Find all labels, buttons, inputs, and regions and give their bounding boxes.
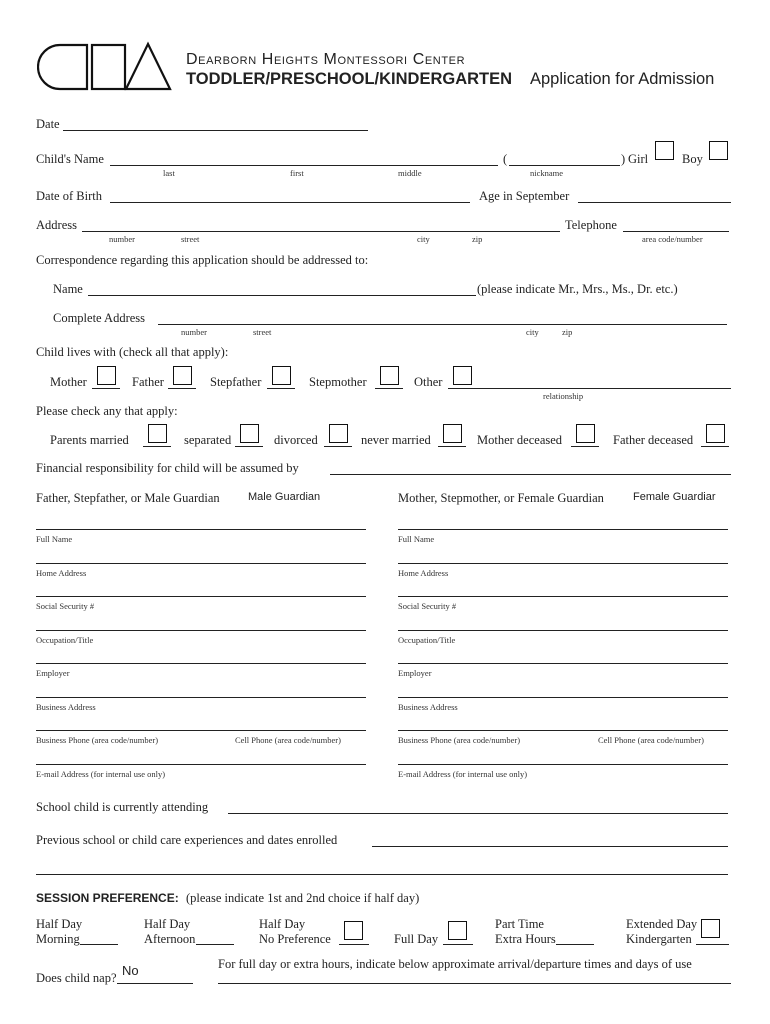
corr-sub-number: number (181, 327, 207, 337)
male-email-field[interactable] (36, 764, 366, 765)
female-guardian-value[interactable]: Female Guardiar (633, 491, 716, 503)
afternoon-field[interactable] (196, 944, 234, 945)
telephone-label: Telephone (565, 218, 617, 232)
date-field[interactable] (63, 130, 368, 131)
extended-day-checkbox[interactable] (701, 919, 720, 938)
male-business-address-field[interactable] (36, 697, 366, 698)
age-field[interactable] (578, 202, 731, 203)
female-business-address-field[interactable] (398, 697, 728, 698)
sub-nickname: nickname (530, 168, 564, 178)
female-email-field[interactable] (398, 764, 728, 765)
female-occupation-field[interactable] (398, 630, 728, 631)
extra-hours-field[interactable] (556, 944, 594, 945)
male-ssn-field[interactable] (36, 596, 366, 597)
male-business-address-label: Business Address (36, 702, 96, 712)
male-ssn-label: Social Security # (36, 601, 95, 611)
corr-sub-zip: zip (562, 327, 573, 337)
stepfather-label: Stepfather (210, 375, 262, 389)
female-full-name-label: Full Name (398, 534, 435, 544)
afternoon-label: Afternoon (144, 932, 196, 946)
sub-last: last (163, 168, 175, 178)
never-married-checkbox[interactable] (443, 424, 462, 443)
form-title: Application for Admission (530, 70, 715, 88)
sub-first: first (290, 168, 304, 178)
corr-name-label: Name (53, 282, 83, 296)
no-preference-label: No Preference (259, 932, 331, 946)
female-guardian-heading: Mother, Stepmother, or Female Guardian (398, 491, 604, 505)
school-name: Dearborn Heights Montessori Center (186, 51, 466, 68)
male-occupation-label: Occupation/Title (36, 635, 94, 645)
corr-name-field[interactable] (88, 295, 476, 296)
school-logo (37, 40, 172, 93)
separated-checkbox[interactable] (240, 424, 259, 443)
address-label: Address (36, 218, 77, 232)
female-phone-field[interactable] (398, 730, 728, 731)
male-phone-field[interactable] (36, 730, 366, 731)
father-checkbox[interactable] (173, 366, 192, 385)
arrival-departure-field[interactable] (218, 983, 731, 984)
female-cell-phone-label: Cell Phone (area code/number) (598, 735, 704, 745)
stepmother-checkbox[interactable] (380, 366, 399, 385)
full-day-label: Full Day (394, 932, 439, 946)
male-guardian-heading: Father, Stepfather, or Male Guardian (36, 491, 220, 505)
boy-checkbox[interactable] (709, 141, 728, 160)
morning-label: Morning (36, 932, 80, 946)
female-ssn-field[interactable] (398, 596, 728, 597)
morning-field[interactable] (80, 944, 118, 945)
part-time-label: Part Time (495, 917, 544, 931)
mother-checkbox[interactable] (97, 366, 116, 385)
nickname-field[interactable] (509, 165, 620, 166)
child-name-label: Child's Name (36, 152, 104, 166)
divorced-checkbox[interactable] (329, 424, 348, 443)
other-checkbox[interactable] (453, 366, 472, 385)
corr-sub-street: street (253, 327, 272, 337)
corr-sub-city: city (526, 327, 539, 337)
never-married-label: never married (361, 433, 431, 447)
female-full-name-field[interactable] (398, 529, 728, 530)
female-business-address-label: Business Address (398, 702, 458, 712)
female-home-address-field[interactable] (398, 563, 728, 564)
separated-label: separated (184, 433, 232, 447)
previous-school-label: Previous school or child care experiences and dates enrolled (36, 833, 338, 847)
stepfather-checkbox[interactable] (272, 366, 291, 385)
male-employer-label: Employer (36, 668, 70, 678)
father-deceased-checkbox[interactable] (706, 424, 725, 443)
session-hint: (please indicate 1st and 2nd choice if half day) (186, 891, 420, 905)
previous-school-field-2[interactable] (36, 874, 728, 875)
dob-field[interactable] (110, 202, 470, 203)
male-home-address-field[interactable] (36, 563, 366, 564)
full-day-note: For full day or extra hours, indicate below approximate arrival/departure times and days of use (218, 957, 692, 971)
dob-label: Date of Birth (36, 189, 102, 203)
corr-address-label: Complete Address (53, 311, 146, 325)
lives-with-label: Child lives with (check all that apply): (36, 345, 229, 359)
male-cell-phone-label: Cell Phone (area code/number) (235, 735, 341, 745)
financial-label: Financial responsibility for child will be assumed by (36, 461, 299, 475)
sub-city: city (417, 234, 430, 244)
extra-hours-label: Extra Hours (495, 932, 556, 946)
nap-value[interactable]: No (122, 963, 139, 978)
extended-day-label: Extended Day (626, 917, 698, 931)
nap-field[interactable] (117, 983, 193, 984)
female-occupation-label: Occupation/Title (398, 635, 456, 645)
male-full-name-label: Full Name (36, 534, 73, 544)
married-checkbox[interactable] (148, 424, 167, 443)
marital-label: Please check any that apply: (36, 404, 178, 418)
sub-zip: zip (472, 234, 483, 244)
no-preference-checkbox[interactable] (344, 921, 363, 940)
other-label: Other (414, 375, 443, 389)
telephone-field[interactable] (623, 231, 729, 232)
full-day-checkbox[interactable] (448, 921, 467, 940)
mother-label: Mother (50, 375, 87, 389)
female-email-label: E-mail Address (for internal use only) (398, 769, 528, 779)
married-label: Parents married (50, 433, 129, 447)
half-day-nopref-label: Half Day (259, 917, 306, 931)
age-label: Age in September (479, 189, 570, 203)
female-employer-field[interactable] (398, 663, 728, 664)
child-name-field[interactable] (110, 165, 498, 166)
current-school-label: School child is currently attending (36, 800, 209, 814)
father-label: Father (132, 375, 164, 389)
male-business-phone-label: Business Phone (area code/number) (36, 735, 159, 745)
corr-name-hint: (please indicate Mr., Mrs., Ms., Dr. etc.) (477, 282, 678, 296)
previous-school-field[interactable] (372, 846, 728, 847)
mother-deceased-checkbox[interactable] (576, 424, 595, 443)
female-home-address-label: Home Address (398, 568, 449, 578)
mother-deceased-label: Mother deceased (477, 433, 563, 447)
male-home-address-label: Home Address (36, 568, 87, 578)
kindergarten-label: Kindergarten (626, 932, 692, 946)
sub-number: number (109, 234, 135, 244)
program-title: TODDLER/PRESCHOOL/KINDERGARTEN (186, 70, 513, 88)
session-heading: SESSION PREFERENCE: (36, 891, 179, 905)
girl-checkbox[interactable] (655, 141, 674, 160)
male-employer-field[interactable] (36, 663, 366, 664)
relationship-field[interactable] (448, 388, 731, 389)
sub-area-code: area code/number (642, 234, 703, 244)
relationship-sub: relationship (543, 391, 584, 401)
correspondence-heading: Correspondence regarding this application should be addressed to: (36, 253, 369, 267)
sub-middle: middle (398, 168, 422, 178)
female-employer-label: Employer (398, 668, 432, 678)
financial-field[interactable] (330, 474, 731, 475)
current-school-field[interactable] (228, 813, 728, 814)
nap-label: Does child nap? (36, 971, 117, 985)
boy-label: Boy (682, 152, 703, 166)
half-day-afternoon-label: Half Day (144, 917, 191, 931)
divorced-label: divorced (274, 433, 318, 447)
female-ssn-label: Social Security # (398, 601, 457, 611)
sub-street: street (181, 234, 200, 244)
half-day-morning-label: Half Day (36, 917, 83, 931)
date-label: Date (36, 117, 60, 131)
girl-label: Girl (628, 152, 649, 166)
stepmother-label: Stepmother (309, 375, 367, 389)
female-business-phone-label: Business Phone (area code/number) (398, 735, 521, 745)
address-field[interactable] (82, 231, 560, 232)
male-occupation-field[interactable] (36, 630, 366, 631)
male-email-label: E-mail Address (for internal use only) (36, 769, 166, 779)
male-full-name-field[interactable] (36, 529, 366, 530)
father-deceased-label: Father deceased (613, 433, 694, 447)
corr-address-field[interactable] (158, 324, 727, 325)
male-guardian-value[interactable]: Male Guardian (248, 491, 321, 503)
